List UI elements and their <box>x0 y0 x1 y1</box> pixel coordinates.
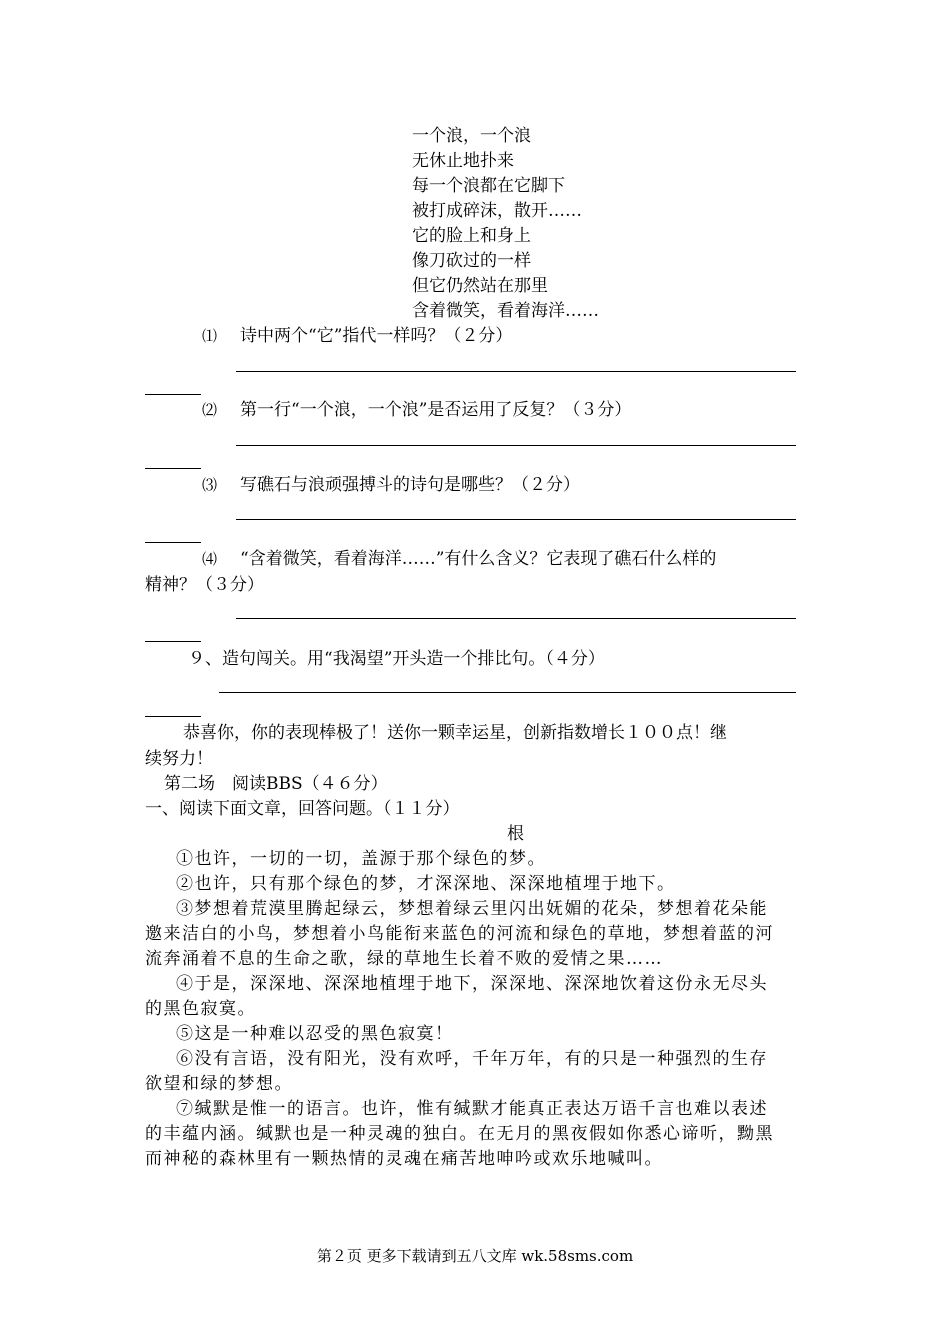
answer-line-continuation[interactable] <box>145 468 201 469</box>
article-paragraph: ①也许，一切的一切，盖源于那个绿色的梦。 <box>176 849 546 869</box>
congrats-text: 恭喜你，你的表现棒极了！送你一颗幸运星，创新指数增长１００点！继 <box>183 723 727 743</box>
article-paragraph: ②也许，只有那个绿色的梦，才深深地、深深地植埋于地下。 <box>176 874 676 894</box>
article-paragraph: ⑤这是一种难以忍受的黑色寂寞！ <box>176 1024 454 1044</box>
article-paragraph: ⑥没有言语，没有阳光，没有欢呼，千年万年，有的只是一种强烈的生存 <box>176 1049 768 1069</box>
article-title: 根 <box>507 824 524 844</box>
answer-line[interactable] <box>219 692 796 693</box>
article-paragraph-line: 流奔涌着不息的生命之歌，绿的草地生长着不败的爱情之果…… <box>145 949 663 969</box>
answer-line[interactable] <box>236 618 796 619</box>
poem-line: 含着微笑，看着海洋…… <box>412 301 599 321</box>
poem-line: 每一个浪都在它脚下 <box>412 176 565 196</box>
answer-line[interactable] <box>236 519 796 520</box>
article-paragraph-line: 的丰蕴内涵。缄默也是一种灵魂的独白。在无月的黑夜假如你悉心谛听，黝黑 <box>145 1124 774 1144</box>
article-paragraph: ④于是，深深地、深深地植埋于地下，深深地、深深地饮着这份永无尽头 <box>176 974 768 994</box>
answer-line-continuation[interactable] <box>145 716 201 717</box>
question-text: “含着微笑，看着海洋……”有什么含义？它表现了礁石什么样的 <box>240 549 717 569</box>
answer-line[interactable] <box>236 371 796 372</box>
question-text-continued: 精神？（３分） <box>145 575 264 595</box>
poem-line: 被打成碎沫，散开…… <box>412 201 582 221</box>
question-9: ９、造句闯关。用“我渴望”开头造一个排比句。（４分） <box>188 649 605 669</box>
poem-line: 但它仍然站在那里 <box>412 276 548 296</box>
answer-line[interactable] <box>236 445 796 446</box>
answer-line-continuation[interactable] <box>145 641 201 642</box>
page-footer: 第２页 更多下载请到五八文库 wk.58sms.com <box>316 1247 634 1265</box>
reading-instruction: 一、阅读下面文章，回答问题。（１１分） <box>145 799 460 819</box>
poem-line: 它的脸上和身上 <box>412 226 531 246</box>
question-number: ⑵ <box>202 401 218 419</box>
poem-line: 像刀砍过的一样 <box>412 251 531 271</box>
article-paragraph-line: 欲望和绿的梦想。 <box>145 1074 293 1094</box>
poem-line: 无休止地扑来 <box>412 151 514 171</box>
question-number: ⑴ <box>202 327 218 345</box>
question-number: ⑷ <box>202 550 218 568</box>
article-paragraph-line: 邀来洁白的小鸟，梦想着小鸟能衔来蓝色的河流和绿色的草地，梦想着蓝的河 <box>145 924 774 944</box>
article-paragraph: ⑦缄默是惟一的语言。也许，惟有缄默才能真正表达万语千言也难以表述 <box>176 1099 768 1119</box>
article-paragraph-line: 而神秘的森林里有一颗热情的灵魂在痛苦地呻吟或欢乐地喊叫。 <box>145 1149 663 1169</box>
question-text: 写礁石与浪顽强搏斗的诗句是哪些？（２分） <box>240 475 580 495</box>
congrats-text-continued: 续努力！ <box>145 749 213 769</box>
poem-line: 一个浪，一个浪 <box>412 126 531 146</box>
question-number: ⑶ <box>202 476 218 494</box>
question-text: 诗中两个“它”指代一样吗？（２分） <box>240 326 513 346</box>
answer-line-continuation[interactable] <box>145 542 201 543</box>
article-paragraph: ③梦想着荒漠里腾起绿云，梦想着绿云里闪出妩媚的花朵，梦想着花朵能 <box>176 899 768 919</box>
answer-line-continuation[interactable] <box>145 394 201 395</box>
article-paragraph-line: 的黑色寂寞。 <box>145 999 256 1019</box>
section-heading: 第二场 阅读BBS（４６分） <box>164 774 388 794</box>
question-text: 第一行“一个浪，一个浪”是否运用了反复？（３分） <box>240 400 632 420</box>
